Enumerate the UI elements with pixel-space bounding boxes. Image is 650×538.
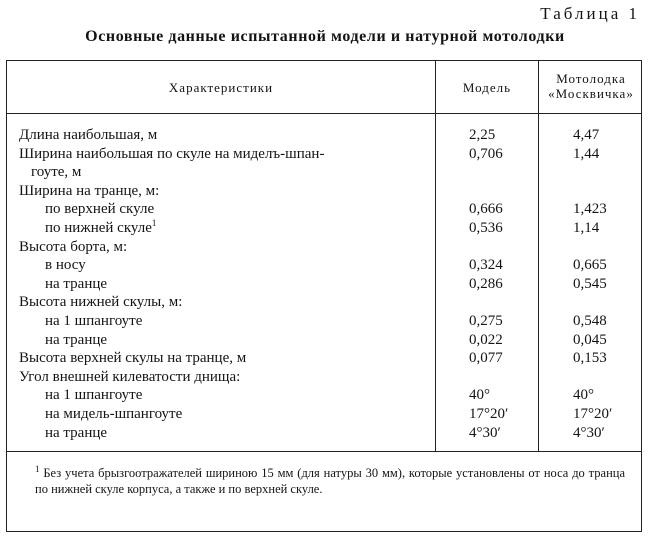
table-row: [7, 220, 641, 237]
row-label-text: Угол внешней килеватости днища:: [19, 368, 241, 385]
row-label: [19, 294, 182, 311]
table-number-label: Таблица 1: [540, 4, 640, 23]
row-label: [45, 257, 86, 274]
row-label: [45, 387, 142, 404]
header-rule: [7, 113, 641, 114]
boat-value: 0,545: [573, 275, 607, 292]
table-row: [7, 164, 641, 181]
table-row: [7, 276, 641, 293]
boat-value: 0,665: [573, 257, 607, 274]
boat-value: 0,548: [573, 313, 607, 329]
table-row: [7, 239, 641, 256]
row-label: [45, 425, 107, 442]
model-value: 17°20′: [469, 406, 509, 422]
row-label: [45, 406, 182, 423]
table-row: [7, 146, 641, 163]
row-label: [31, 164, 81, 181]
table-row: [7, 369, 641, 386]
row-label-text: на транце: [45, 275, 108, 292]
model-value: 0,275: [469, 313, 503, 329]
model-value: 40°: [469, 387, 490, 404]
row-label-text: на 1 шпангоуте: [45, 387, 143, 404]
row-label-text: на транце: [45, 424, 108, 441]
footnote-ref: 1: [151, 218, 157, 228]
model-value: 0,077: [469, 350, 503, 367]
boat-value: 4,47: [573, 127, 600, 143]
model-value: 0,022: [469, 331, 503, 348]
table-row: [7, 201, 641, 218]
row-label: [45, 201, 154, 218]
header-boat-line2: «Москвичка»: [548, 86, 634, 101]
row-label-text: по верхней скуле: [45, 201, 155, 218]
boat-value: 0,045: [573, 331, 607, 348]
header-characteristics: Характеристики: [168, 80, 274, 95]
row-label: [45, 276, 107, 293]
boat-value: 1,423: [573, 201, 607, 218]
table-row: [7, 127, 641, 144]
model-value: 0,324: [469, 257, 503, 274]
table-row: [7, 406, 641, 423]
row-label-text: в носу: [45, 257, 86, 274]
header-boat-line1: Мотолодка: [556, 71, 626, 86]
row-label: [19, 146, 324, 163]
boat-value: 17°20′: [573, 406, 613, 422]
boat-value: 1,44: [573, 145, 600, 162]
footnote-mark: 1: [35, 463, 40, 474]
row-label: [19, 350, 246, 367]
model-value: 4°30′: [469, 424, 501, 441]
row-label-text: Высота борта, м:: [19, 238, 128, 255]
boat-value: 0,153: [573, 350, 607, 367]
table-row: [7, 350, 641, 367]
footnote: [35, 465, 625, 497]
row-label-text: на мидель-шпангоуте: [45, 406, 183, 422]
model-value: 0,666: [469, 201, 503, 218]
table-row: [7, 332, 641, 349]
row-label-text: Высота нижней скулы, м:: [19, 294, 183, 311]
row-label: [19, 127, 157, 144]
table-title: Основные данные испытанной модели и натурной мотолодки: [85, 28, 565, 45]
footnote-rule: [7, 451, 641, 452]
row-label: [45, 332, 107, 349]
header-boat: [539, 71, 643, 101]
row-label: [19, 369, 240, 386]
data-table: [6, 60, 642, 532]
row-label-text: на транце: [45, 331, 108, 348]
table-row: [7, 294, 641, 311]
model-value: 0,536: [469, 220, 503, 236]
model-value: 0,706: [469, 145, 503, 162]
row-label-text: Высота верхней скулы на транце, м: [19, 350, 247, 367]
row-label-text: Длина наибольшая, м: [19, 127, 158, 143]
table-row: [7, 257, 641, 274]
model-value: 0,286: [469, 275, 503, 292]
row-label-text: гоуте, м: [31, 164, 82, 181]
table-row: [7, 387, 641, 404]
row-label: [45, 220, 156, 237]
table-row: [7, 313, 641, 330]
footnote-text: Без учета брызгоотражателей шириною 15 мм (для натуры 30 мм), которые установлены от носа до транца по нижней скуле корпуса, а также и по верхней скуле.: [35, 466, 625, 496]
model-value: 2,25: [469, 127, 496, 143]
table-row: [7, 183, 641, 200]
boat-value: 1,14: [573, 220, 600, 236]
row-label-text: на 1 шпангоуте: [45, 313, 143, 329]
boat-value: 4°30′: [573, 424, 605, 441]
row-label: [19, 239, 127, 256]
boat-value: 40°: [573, 387, 594, 404]
row-label: [45, 313, 142, 330]
row-label: [19, 183, 159, 200]
header-model: Модель: [462, 80, 512, 95]
row-label-text: Ширина наибольшая по скуле на миделъ-шпан-: [19, 145, 325, 162]
row-label-text: по нижней скуле: [45, 220, 152, 236]
row-label-text: Ширина на транце, м:: [19, 182, 160, 199]
table-row: [7, 425, 641, 442]
